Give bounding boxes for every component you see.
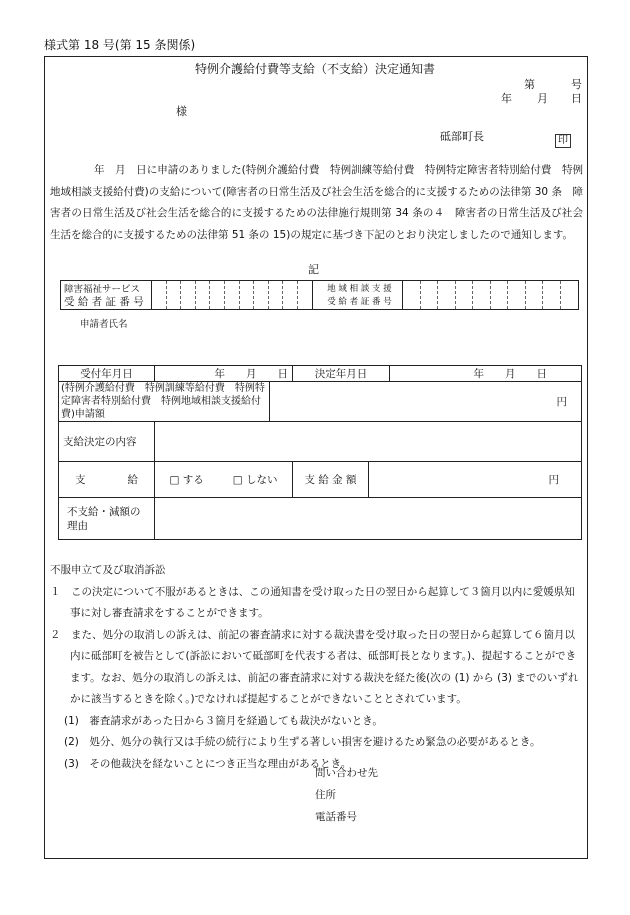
ki-heading: 記	[308, 263, 319, 276]
contact-address: 住所	[315, 789, 336, 801]
reception-date-value[interactable]: 年 月 日	[154, 366, 292, 381]
recipient-suffix: 様	[176, 105, 187, 118]
notes-item-1: １ この決定について不服があるときは、この通知書を受け取った日の翌日から起算して３箇月以内に愛媛県知事に対し審査請求をすることができます。	[50, 585, 575, 619]
yen-unit-2: 円	[548, 474, 559, 486]
payment-yes-checkbox[interactable]: □ する	[169, 474, 204, 486]
recipient-id-table	[60, 280, 579, 310]
id-label2-line2: 受 給 者 証 番 号	[327, 297, 392, 307]
decision-content-value[interactable]	[154, 422, 581, 461]
payment-label: 支 給	[75, 474, 138, 486]
welfare-service-id-cells[interactable]	[152, 281, 312, 309]
notification-body: 年 月 日に申請のありました(特例介護給付費 特例訓練等給付費 特例特定障害者特別給付費 特例地域相談支援給付費)の支給について(障害者の日常生活及び社会生活を総合的に支援するための法律第 30 条 障害者の日常生活及び社会生活を総合的に支援するための法律施行規則第 34 条の４ 障害者の日常生活及び社会生活を総合的に支援するための法律第 51 条の 15)の規定に基づき下記のとおり決定しましたので通知します。	[50, 164, 583, 241]
decision-content-label: 支給決定の内容	[63, 436, 137, 448]
contact-inquiry: 問い合わせ先	[315, 767, 378, 779]
date-row	[59, 366, 581, 381]
application-amount-row	[59, 381, 581, 421]
community-consultation-id-cells[interactable]	[403, 281, 578, 309]
id-label1-line2: 受 給 者 証 番 号	[64, 296, 144, 308]
decision-content-row	[59, 421, 581, 461]
payment-options	[154, 462, 292, 497]
appeal-notes	[50, 560, 583, 775]
decision-table	[58, 365, 582, 540]
payment-amount-label: 支 給 金 額	[292, 462, 368, 497]
community-consultation-id-label	[312, 281, 403, 309]
application-amount-label: (特例介護給付費 特例訓練等給付費 特例特定障害者特別給付費 特例地域相談支援給付費)申請額	[61, 383, 265, 420]
form-number: 様式第 18 号(第 15 条関係)	[44, 38, 196, 52]
notes-sub-2: (2) 処分、処分の執行又は手続の続行により生ずる著しい損害を避けるため緊急の必要があるとき。	[64, 736, 541, 748]
decision-date-value[interactable]: 年 月 日	[389, 366, 581, 381]
seal-mark: 印	[555, 128, 571, 148]
document-title: 特例介護給付費等支給（不支給）決定通知書	[194, 62, 435, 76]
payment-amount-value[interactable]	[368, 462, 581, 497]
doc-date-month: 月	[537, 92, 548, 105]
doc-date-day: 日	[571, 92, 582, 105]
doc-number-go: 号	[571, 78, 582, 91]
notes-item-2: ２ また、処分の取消しの訴えは、前記の審査請求に対する裁決書を受け取った日の翌日から起算して６箇月以内に砥部町を被告として(訴訟において砥部町を代表する者は、砥部町長となります。)、提起することができます。なお、処分の取消しの訴えは、前記の審査請求に対する裁決を経た後(次の (1) から (3) までのいずれかに該当するときを除く。)でなければ提起することができないこととされています。	[50, 628, 579, 705]
id-label1-line1: 障害福祉サービス	[64, 284, 141, 295]
doc-date-year: 年	[501, 92, 512, 105]
decision-date-label: 決定年月日	[292, 366, 389, 381]
yen-unit: 円	[556, 396, 567, 408]
welfare-service-id-label	[61, 281, 152, 309]
reason-label: 不支給・減額の理由	[67, 505, 141, 532]
notes-sub-1: (1) 審査請求があった日から３箇月を経過しても裁決がないとき。	[64, 714, 383, 727]
notes-sub-3: (3) その他裁決を経ないことにつき正当な理由があるとき。	[64, 757, 352, 770]
applicant-name-label: 申請者氏名	[80, 319, 128, 330]
contact-phone: 電話番号	[315, 811, 357, 823]
application-amount-value[interactable]	[269, 382, 581, 421]
reception-date-label: 受付年月日	[80, 368, 133, 380]
doc-number-dai: 第	[524, 78, 535, 91]
issuer: 砥部町長	[440, 130, 484, 143]
payment-no-checkbox[interactable]: □ しない	[232, 474, 278, 486]
reason-row	[59, 497, 581, 539]
notes-heading: 不服申立て及び取消訴訟	[50, 564, 166, 576]
id-label2-line1: 地 域 相 談 支 援	[327, 284, 392, 294]
payment-row	[59, 461, 581, 497]
reason-value[interactable]	[154, 498, 581, 539]
